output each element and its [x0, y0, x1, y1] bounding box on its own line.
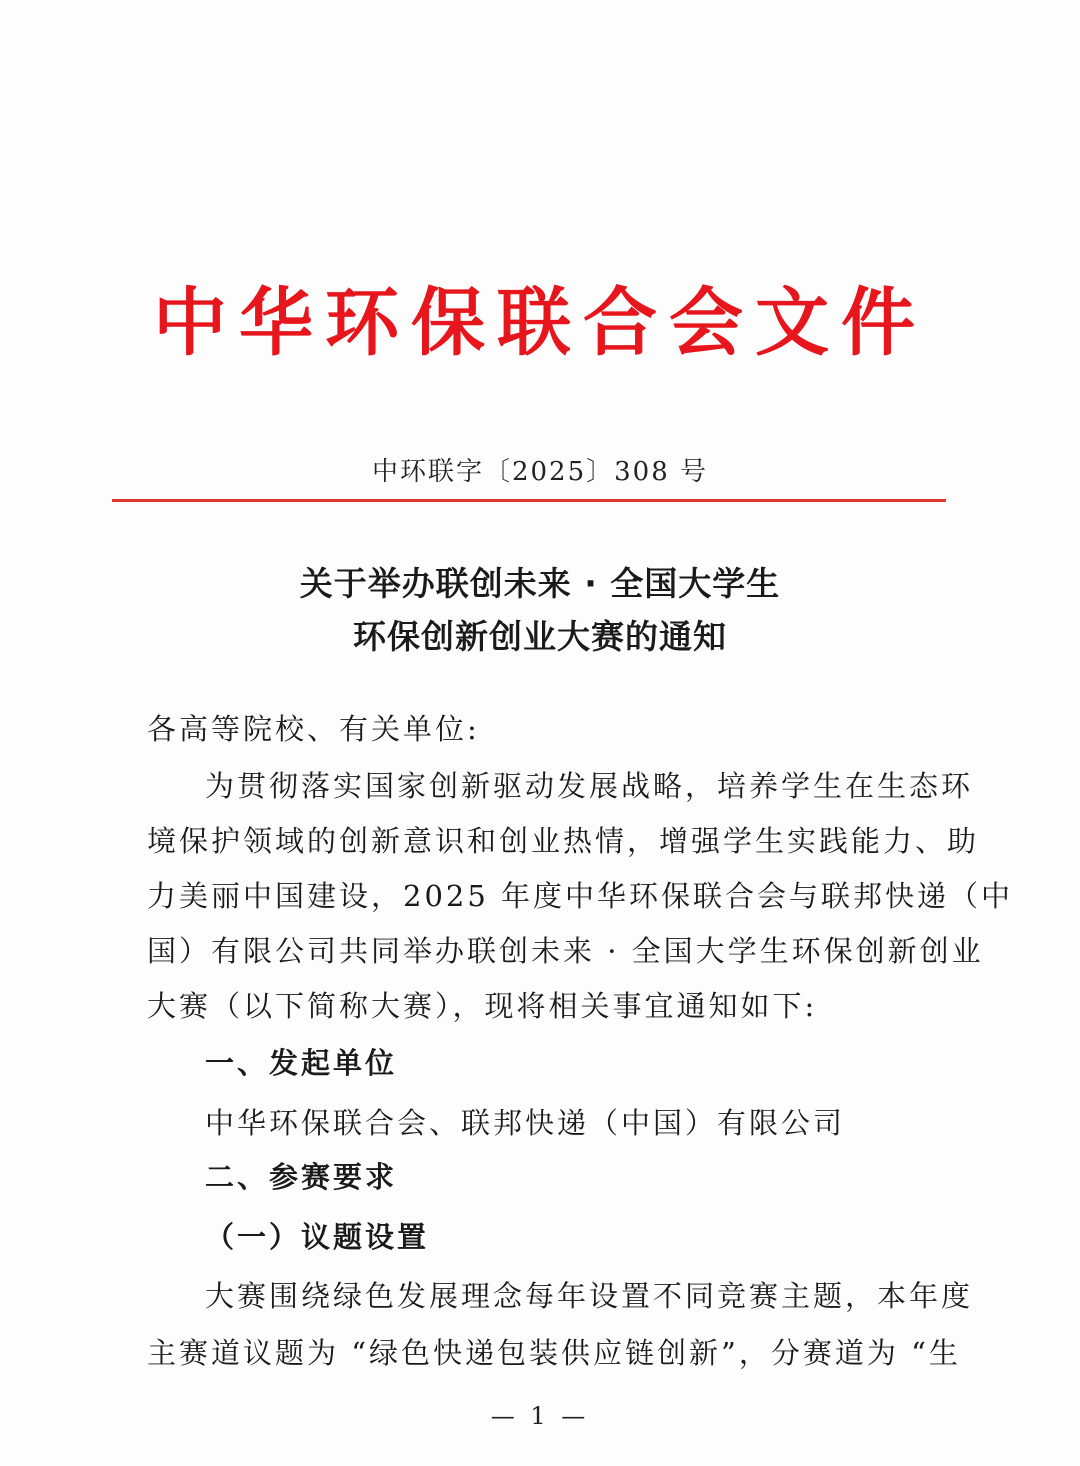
- subsection-1-heading: （一）议题设置: [205, 1220, 430, 1254]
- section-2-heading: 二、参赛要求: [205, 1160, 398, 1194]
- paragraph-2-line-1: 大赛围绕绿色发展理念每年设置不同竞赛主题，本年度: [205, 1279, 974, 1313]
- paragraph-1-line-4: 国）有限公司共同举办联创未来 · 全国大学生环保创新创业: [147, 934, 984, 968]
- page-number: — 1 —: [490, 1402, 590, 1430]
- paragraph-1-line-5: 大赛（以下简称大赛），现将相关事宜通知如下:: [147, 989, 818, 1023]
- document-number: 中环联字〔2025〕308 号: [371, 457, 709, 487]
- paragraph-2-line-2: 主赛道议题为 “绿色快递包装供应链创新”，分赛道为 “生: [147, 1336, 961, 1370]
- section-1-heading: 一、发起单位: [205, 1046, 398, 1080]
- organization-header: 中华环保联合会文件: [153, 280, 927, 366]
- red-divider-line: [112, 499, 946, 502]
- salutation: 各高等院校、有关单位:: [147, 712, 480, 746]
- notice-title-line-1: 关于举办联创未来 · 全国大学生: [299, 564, 781, 603]
- paragraph-1-line-2: 境保护领域的创新意识和创业热情，增强学生实践能力、助: [147, 824, 980, 858]
- notice-title-line-2: 环保创新创业大赛的通知: [353, 617, 727, 656]
- section-1-text: 中华环保联合会、联邦快递（中国）有限公司: [205, 1106, 846, 1140]
- paragraph-1-line-1: 为贯彻落实国家创新驱动发展战略，培养学生在生态环: [205, 769, 974, 803]
- paragraph-1-line-3: 力美丽中国建设，2025 年度中华环保联合会与联邦快递（中: [147, 879, 1014, 913]
